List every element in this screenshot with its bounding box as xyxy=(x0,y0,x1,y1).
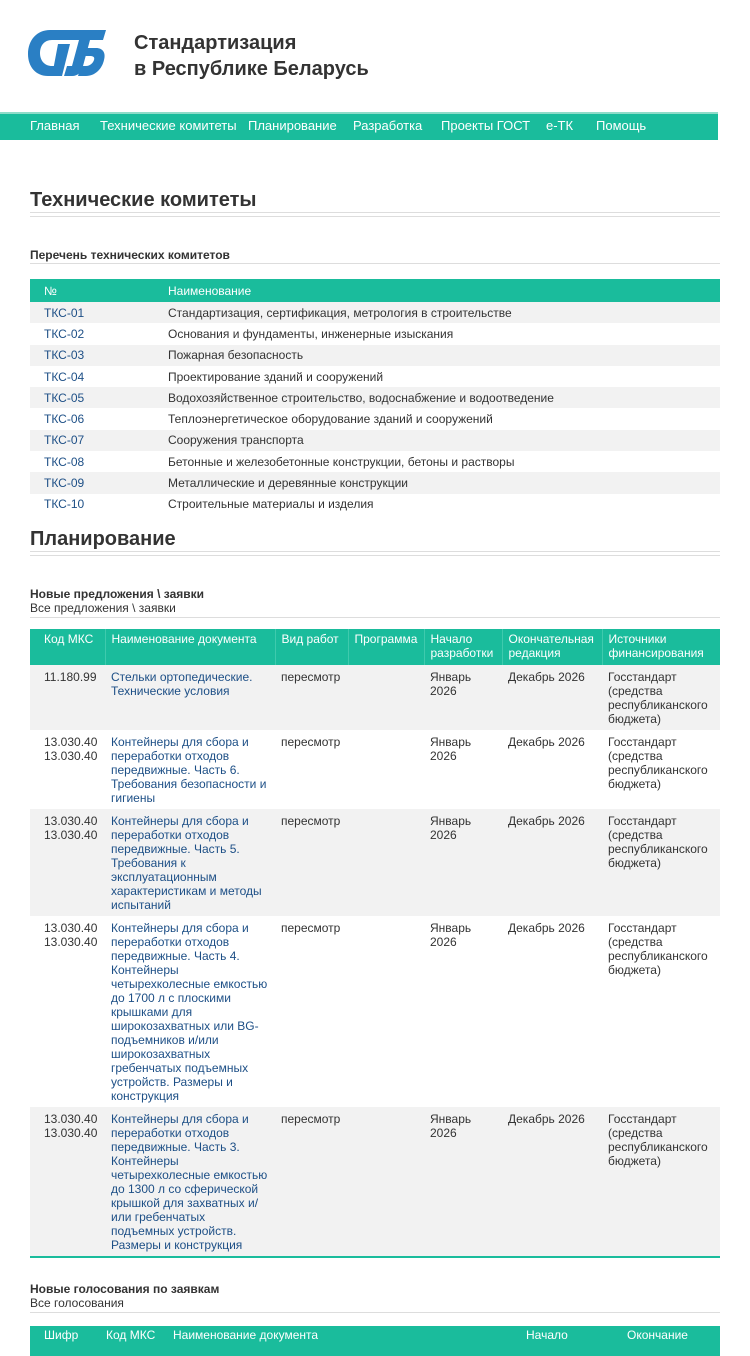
nav-home[interactable]: Главная xyxy=(30,118,80,133)
tk-name: Водохозяйственное строительство, водоснабжение и водоотведение xyxy=(154,387,720,408)
tk-list-title: Перечень технических комитетов xyxy=(30,248,230,262)
col-program: Программа xyxy=(348,629,424,665)
doc-link[interactable]: Контейнеры для сбора и переработки отходов передвижные. Часть 4. Контейнеры четырехколесные емкостью до 1700 л с плоскими крышками для широкозахватных или BG-подъемников и/или широкозахватных гребенчатых подъемных устройств. Размеры и конструкция xyxy=(111,921,268,1103)
col-mks-code: Код МКС xyxy=(30,629,105,665)
doc-link[interactable]: Контейнеры для сбора и переработки отходов передвижные. Часть 3. Контейнеры четырехколесные емкостью до 1300 л со сферической крышкой для захватных и/ или гребенчатых подъемных устройств. Размеры и конструкция xyxy=(111,1112,268,1252)
table-row xyxy=(30,430,720,451)
plan-list-title: Новые предложения \ заявки xyxy=(30,587,205,601)
tk-link[interactable]: ТКС-03 xyxy=(44,348,85,363)
tk-link[interactable]: ТКС-01 xyxy=(44,305,85,320)
work-type: пересмотр xyxy=(281,735,341,749)
tk-name: Бетонные и железобетонные конструкции, бетоны и растворы xyxy=(168,454,515,469)
tk-link[interactable]: ТКС-02 xyxy=(44,326,85,341)
col-doc-name: Наименование документа xyxy=(173,1328,319,1342)
divider xyxy=(30,1312,720,1313)
program xyxy=(348,665,424,730)
tk-link[interactable]: ТКС-08 xyxy=(44,454,85,469)
nav-help[interactable]: Помощь xyxy=(596,118,647,133)
table-row xyxy=(30,323,720,344)
funding: Госстандарт (средства республиканского бюджета) xyxy=(608,735,708,791)
work-type: пересмотр xyxy=(275,1107,348,1257)
tk-name: Теплоэнергетическое оборудование зданий и сооружений xyxy=(168,412,493,427)
table-row xyxy=(30,1107,720,1257)
program xyxy=(348,809,424,916)
col-start: Начало xyxy=(526,1328,568,1342)
funding: Госстандарт (средства республиканского бюджета) xyxy=(602,665,720,730)
table-row xyxy=(30,451,720,472)
table-row xyxy=(30,809,720,916)
tk-name: Проектирование зданий и сооружений xyxy=(168,369,384,384)
tk-link[interactable]: ТКС-10 xyxy=(44,497,85,512)
mks-code: 13.030.40 13.030.40 xyxy=(44,735,98,763)
nav-development[interactable]: Разработка xyxy=(353,118,423,133)
program xyxy=(348,730,424,809)
table-row xyxy=(30,408,720,429)
votes-table-header xyxy=(30,1326,720,1356)
site-title-line1: Стандартизация xyxy=(134,32,297,54)
tk-link[interactable]: ТКС-09 xyxy=(44,476,85,491)
funding: Госстандарт (средства республиканского бюджета) xyxy=(602,809,720,916)
tk-name: Пожарная безопасность xyxy=(154,345,720,366)
table-header-row xyxy=(30,279,720,302)
tk-table xyxy=(30,279,720,515)
mks-code: 13.030.40 13.030.40 xyxy=(30,1107,105,1257)
site-title-line2: в Республике Беларусь xyxy=(134,58,369,80)
final-date: Декабрь 2026 xyxy=(508,735,585,749)
table-row xyxy=(30,494,720,515)
start-date: Январь 2026 xyxy=(424,1107,502,1257)
all-votes-link[interactable]: Все голосования xyxy=(30,1296,124,1310)
mks-code: 13.030.40 13.030.40 xyxy=(30,809,105,916)
final-date: Декабрь 2026 xyxy=(508,921,585,935)
plan-table xyxy=(30,629,720,1258)
final-date: Декабрь 2026 xyxy=(502,665,602,730)
col-funding: Источники финансирования xyxy=(602,629,720,665)
col-number: № xyxy=(30,279,154,302)
col-start: Начало разработки xyxy=(424,629,502,665)
votes-list-title: Новые голосования по заявкам xyxy=(30,1282,220,1296)
tk-name: Стандартизация, сертификация, метрология в строительстве xyxy=(154,302,720,323)
table-header-row xyxy=(30,629,720,665)
table-row xyxy=(30,665,720,730)
final-date: Декабрь 2026 xyxy=(502,1107,602,1257)
plan-section-title: Планирование xyxy=(30,528,176,550)
tk-name: Строительные материалы и изделия xyxy=(168,497,374,512)
nav-e-tk[interactable]: е-ТК xyxy=(546,118,574,133)
col-work-type: Вид работ xyxy=(275,629,348,665)
col-mks-code: Код МКС xyxy=(106,1328,156,1342)
table-row xyxy=(30,345,720,366)
nav-tech-committees[interactable]: Технические комитеты xyxy=(100,118,237,133)
col-cipher: Шифр xyxy=(44,1328,79,1342)
all-proposals-link[interactable]: Все предложения \ заявки xyxy=(30,601,176,615)
table-row xyxy=(30,730,720,809)
doc-link[interactable]: Контейнеры для сбора и переработки отходов передвижные. Часть 5. Требования к эксплуатационным характеристикам и методы испытаний xyxy=(111,814,262,912)
start-date: Январь 2026 xyxy=(424,809,502,916)
nav-gost-projects[interactable]: Проекты ГОСТ xyxy=(441,118,531,133)
funding: Госстандарт (средства республиканского бюджета) xyxy=(602,1107,720,1257)
tk-link[interactable]: ТКС-05 xyxy=(44,390,85,405)
col-final: Окончательная редакция xyxy=(502,629,602,665)
logo-icon[interactable] xyxy=(28,26,106,84)
work-type: пересмотр xyxy=(281,921,341,935)
table-row xyxy=(30,916,720,1107)
divider xyxy=(30,212,720,217)
tk-link[interactable]: ТКС-04 xyxy=(44,369,85,384)
doc-link[interactable]: Стельки ортопедические. Технические условия xyxy=(111,670,253,698)
nav-planning[interactable]: Планирование xyxy=(248,118,337,133)
work-type: пересмотр xyxy=(275,665,348,730)
start-date: Январь 2026 xyxy=(430,735,472,763)
divider xyxy=(30,617,720,618)
divider xyxy=(30,263,720,264)
doc-link[interactable]: Контейнеры для сбора и переработки отходов передвижные. Часть 6. Требования безопасности и гигиены xyxy=(111,735,267,805)
tk-link[interactable]: ТКС-07 xyxy=(44,433,85,448)
tk-name: Металлические и деревянные конструкции xyxy=(154,472,720,493)
table-row xyxy=(30,302,720,323)
col-name: Наименование xyxy=(154,279,720,302)
col-end: Окончание xyxy=(627,1328,688,1342)
col-doc-name: Наименование документа xyxy=(105,629,275,665)
final-date: Декабрь 2026 xyxy=(502,809,602,916)
site-header xyxy=(0,0,750,112)
tk-link[interactable]: ТКС-06 xyxy=(44,412,85,427)
tk-section-title: Технические комитеты xyxy=(30,189,257,211)
divider xyxy=(30,551,720,556)
table-row xyxy=(30,366,720,387)
tk-name: Основания и фундаменты, инженерные изыскания xyxy=(168,326,454,341)
table-row xyxy=(30,387,720,408)
table-row xyxy=(30,472,720,493)
program xyxy=(348,916,424,1107)
mks-code: 13.030.40 13.030.40 xyxy=(44,921,98,949)
tk-name: Сооружения транспорта xyxy=(154,430,720,451)
funding: Госстандарт (средства республиканского бюджета) xyxy=(608,921,708,977)
main-nav xyxy=(0,112,718,140)
mks-code: 11.180.99 xyxy=(30,665,105,730)
start-date: Январь 2026 xyxy=(424,665,502,730)
program xyxy=(348,1107,424,1257)
start-date: Январь 2026 xyxy=(430,921,472,949)
work-type: пересмотр xyxy=(275,809,348,916)
site-title[interactable] xyxy=(134,30,369,82)
